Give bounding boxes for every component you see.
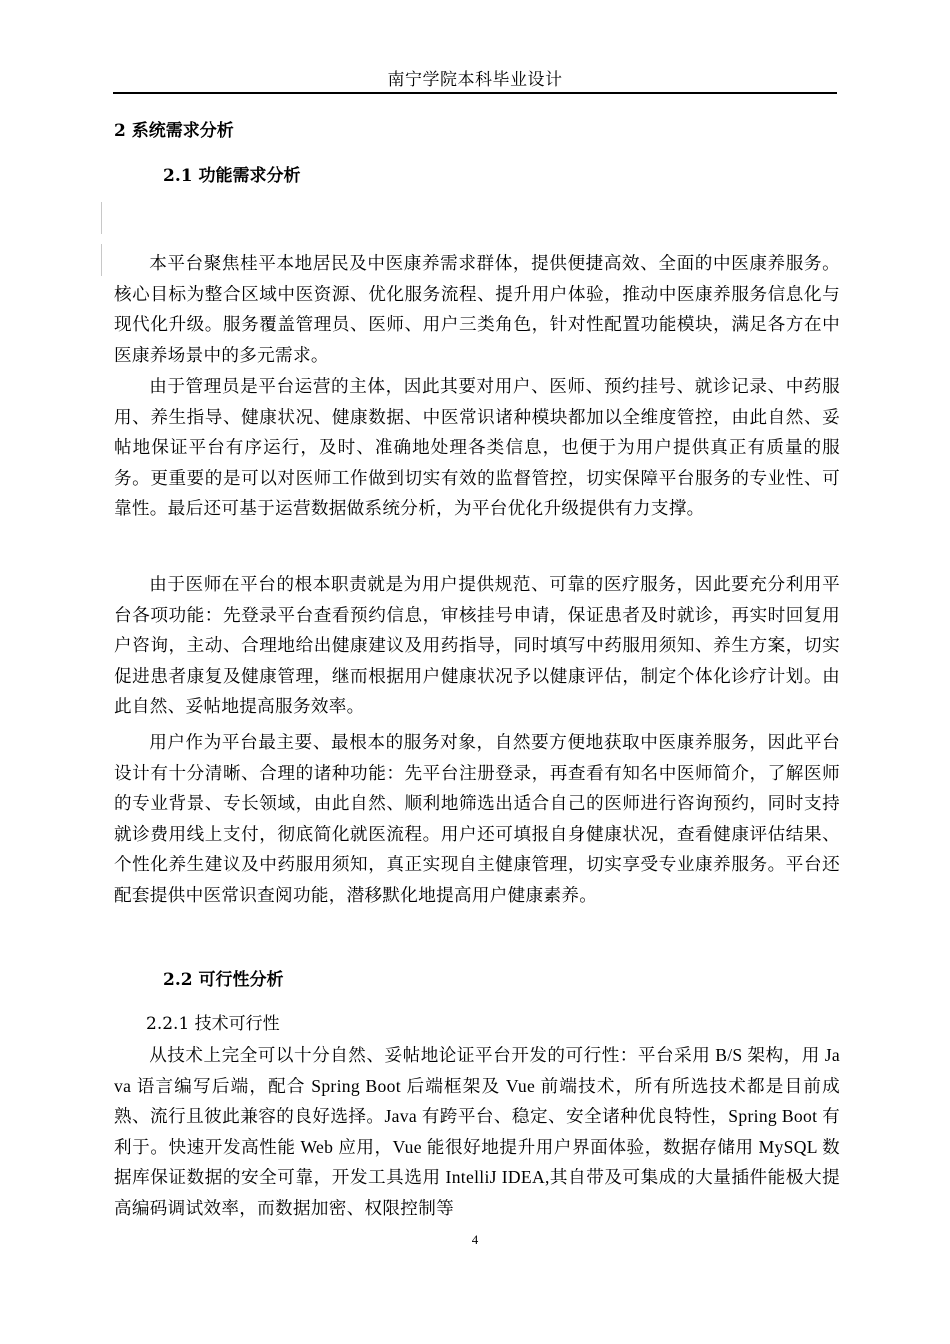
paragraph-admin: 由于管理员是平台运营的主体，因此其要对用户、医师、预约挂号、就诊记录、中药服用、养生指导、健康状况、健康数据、中医常识诸种模块都加以全维度管控，由此自然、妥帖地保证平台有序运行，及时、准确地处理各类信息，也便于为用户提供真正有质量的服务。更重要的是可以对医师工作做到切实有效的监督管控，切实保障平台服务的专业性、可靠性。最后还可基于运营数据做系统分析，为平台优化升级提供有力支撑。 xyxy=(114,377,840,520)
paragraph-user: 用户作为平台最主要、最根本的服务对象，自然要方便地获取中医康养服务，因此平台设计有十分清晰、合理的诸种功能：先平台注册登录，再查看有知名中医师简介，了解医师的专业背景、专长领域，由此自然、顺利地筛选出适合自己的医师进行咨询预约，同时支持就诊费用线上支付，彻底简化就医流程。用户还可填报自身健康状况，查看健康评估结果、个性化养生建议及中药服用须知，真正实现自主健康管理，切实享受专业康养服务。平台还配套提供中医常识查阅功能，潜移默化地提高用户健康素养。 xyxy=(114,733,840,906)
page-number: 4 xyxy=(471,1232,479,1247)
section-heading: 2 系统需求分析 xyxy=(114,121,234,141)
text-cursor-mark xyxy=(101,202,102,234)
paragraph-physician: 由于医师在平台的根本职责就是为用户提供规范、可靠的医疗服务，因此要充分利用平台各项功能：先登录平台查看预约信息，审核挂号申请，保证患者及时就诊，再实时回复用户咨询，主动、合理地给出健康建议及用药指导，同时填写中药服用须知、养生方案，切实促进患者康复及健康管理，继而根据用户健康状况予以健康评估，制定个体化诊疗计划。由此自然、妥帖地提高服务效率。 xyxy=(114,575,840,718)
header-divider xyxy=(113,92,837,94)
paragraph-overview: 本平台聚焦桂平本地居民及中医康养需求群体，提供便捷高效、全面的中医康养服务。核心目标为整合区域中医资源、优化服务流程、提升用户体验，推动中医康养服务信息化与现代化升级。服务覆盖管理员、医师、用户三类角色，针对性配置功能模块，满足各方在中医康养场景中的多元需求。 xyxy=(114,254,840,366)
subsection-heading-2-2: 2.2 可行性分析 xyxy=(163,970,284,990)
paragraph-tech-feasibility: 从技术上完全可以十分自然、妥帖地论证平台开发的可行性：平台采用 B/S 架构，用 Java 语言编写后端，配合 Spring Boot 后端框架及 Vue 前端技术，所有所选技术都是目前成熟、流行且彼此兼容的良好选择。Java 有跨平台、稳定、安全诸种优良特性，Spring Boot 有利于。快速开发高性能 Web 应用，Vue 能很好地提升用户界面体验，数据存储用 MySQL 数据库保证数据的安全可靠，开发工具选用 IntelliJ IDEA,其自带及可集成的大量插件能极大提高编码调试效率，而数据加密、权限控制等 xyxy=(114,1045,840,1218)
text-cursor-mark xyxy=(101,244,102,276)
page-header-title: 南宁学院本科毕业设计 xyxy=(387,70,563,90)
subsubsection-heading-2-2-1: 2.2.1 技术可行性 xyxy=(146,1014,280,1034)
subsection-heading-2-1: 2.1 功能需求分析 xyxy=(163,166,301,186)
